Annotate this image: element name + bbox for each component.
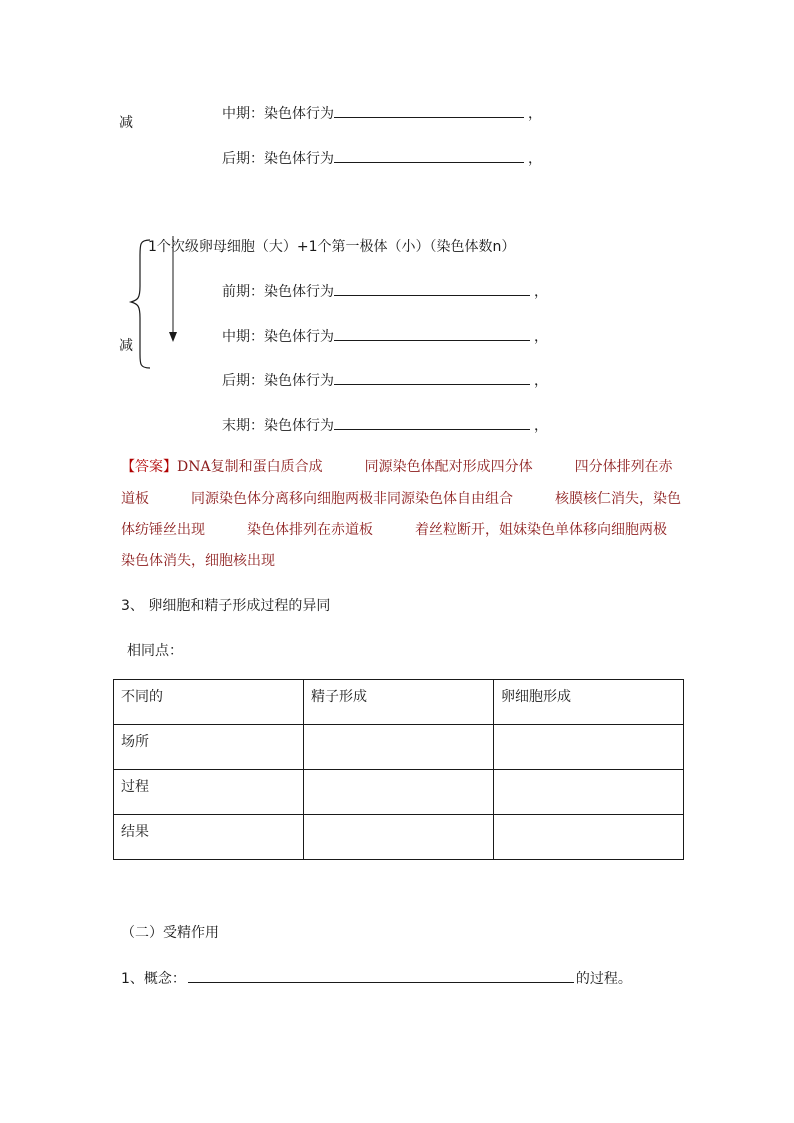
table-cell[interactable] bbox=[304, 815, 494, 860]
row-label: 末期：染色体行为 bbox=[222, 418, 334, 434]
row-suffix: ， bbox=[534, 284, 548, 300]
table-header-row bbox=[114, 680, 684, 725]
answer-line-1 bbox=[121, 458, 673, 476]
row-label: 中期：染色体行为 bbox=[222, 329, 334, 345]
answer-line-3: 体纺锤丝出现 染色体排列在赤道板 着丝粒断开，姐妹染色单体移向细胞两极 bbox=[121, 522, 667, 538]
table-row-label: 过程 bbox=[114, 770, 304, 815]
curly-brace-icon bbox=[128, 236, 158, 376]
table-header-cell: 精子形成 bbox=[304, 680, 494, 725]
concept-blank[interactable] bbox=[188, 968, 574, 983]
table-row bbox=[114, 815, 684, 860]
row-suffix: ， bbox=[534, 418, 548, 434]
table-row bbox=[114, 770, 684, 815]
same-points-label: 相同点： bbox=[127, 643, 183, 659]
row-label: 中期：染色体行为 bbox=[222, 106, 334, 122]
meiosis2-side-label: 减 bbox=[119, 338, 133, 354]
answer-text: DNA复制和蛋白质合成 同源染色体配对形成四分体 四分体排列在赤 bbox=[177, 459, 673, 475]
table-cell[interactable] bbox=[304, 770, 494, 815]
concept-row bbox=[121, 968, 632, 988]
answer-blank[interactable] bbox=[334, 415, 530, 430]
table-row-label: 结果 bbox=[114, 815, 304, 860]
row-label: 后期：染色体行为 bbox=[222, 151, 334, 167]
answer-blank[interactable] bbox=[334, 370, 530, 385]
table-cell[interactable] bbox=[494, 770, 684, 815]
table-row-label: 场所 bbox=[114, 725, 304, 770]
answer-line-4: 染色体消失，细胞核出现 bbox=[121, 553, 275, 569]
meiosis1-side-label: 减 bbox=[119, 115, 133, 131]
concept-suffix: 的过程。 bbox=[575, 971, 632, 987]
meiosis2-prophase-row bbox=[222, 281, 548, 301]
answer-blank[interactable] bbox=[334, 103, 524, 118]
table-cell[interactable] bbox=[494, 815, 684, 860]
row-suffix: ， bbox=[534, 329, 548, 345]
table-row bbox=[114, 725, 684, 770]
meiosis2-telophase-row bbox=[222, 415, 548, 435]
row-suffix: ， bbox=[534, 373, 548, 389]
answer-line-2: 道板 同源染色体分离移向细胞两极非同源染色体自由组合 核膜核仁消失，染色 bbox=[121, 491, 681, 507]
table-header-cell: 卵细胞形成 bbox=[494, 680, 684, 725]
table-header-cell: 不同的 bbox=[114, 680, 304, 725]
concept-label: 1、概念： bbox=[121, 971, 186, 987]
meiosis1-metaphase-row bbox=[222, 103, 542, 123]
row-suffix: ， bbox=[528, 106, 542, 122]
table-cell[interactable] bbox=[494, 725, 684, 770]
comparison-table bbox=[113, 679, 684, 860]
answer-blank[interactable] bbox=[334, 326, 530, 341]
meiosis2-header: 1个次级卵母细胞（大）+1个第一极体（小）（染色体数n） bbox=[148, 239, 516, 255]
row-label: 后期：染色体行为 bbox=[222, 373, 334, 389]
meiosis2-metaphase-row bbox=[222, 326, 548, 346]
answer-blank[interactable] bbox=[334, 148, 524, 163]
table-cell[interactable] bbox=[304, 725, 494, 770]
meiosis2-anaphase-row bbox=[222, 370, 548, 390]
answer-blank[interactable] bbox=[334, 281, 530, 296]
answer-label: 【答案】 bbox=[121, 459, 177, 475]
row-suffix: ， bbox=[528, 151, 542, 167]
row-label: 前期：染色体行为 bbox=[222, 284, 334, 300]
meiosis1-anaphase-row bbox=[222, 148, 542, 168]
section3-title: 3、 卵细胞和精子形成过程的异同 bbox=[121, 598, 331, 614]
fertilization-title: （二）受精作用 bbox=[121, 925, 219, 941]
